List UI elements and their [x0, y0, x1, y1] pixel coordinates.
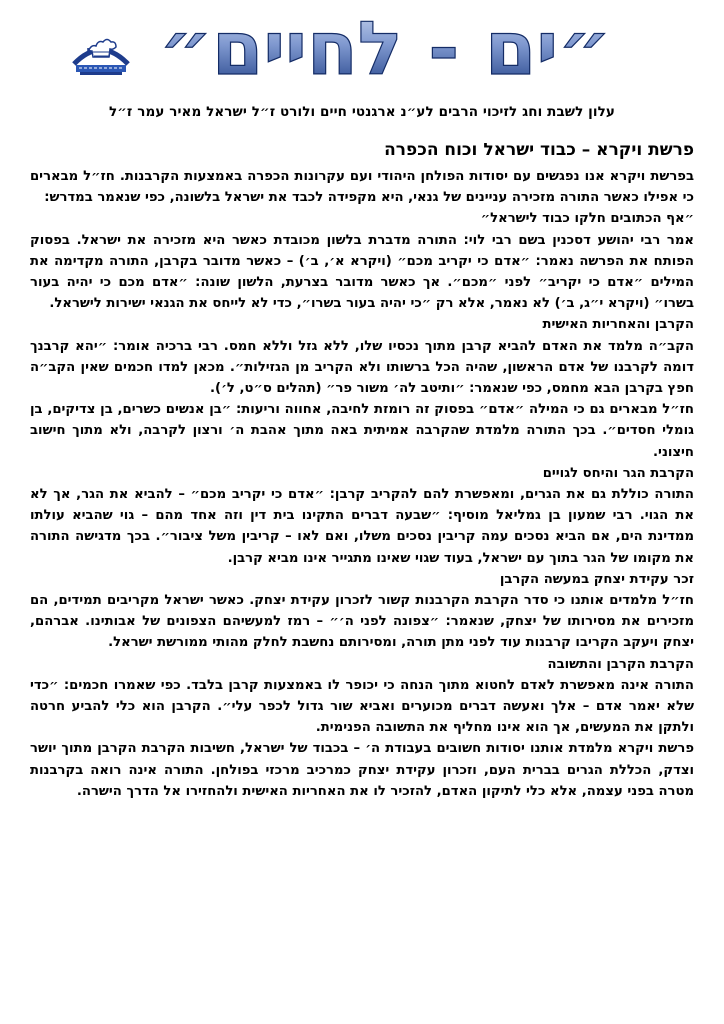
masthead	[0, 0, 724, 95]
paragraph: הקב״ה מלמד את האדם להביא קרבן מתוך נכסיו שלו, ללא גזל וללא חמס. רבי ברכיה אומר: ״יהא קרבנך דומה לקרבנו של אדם הראשון, שהיה הכל ברשותו ולא הקריב מן הגזילות״. מכאן למדו חכמים שאין הקב״ה חפץ בקרבן הבא מחמס, כפי שנאמר: ״ותיטב לה׳ משור פר״ (תהלים ס״ט, ל׳).	[30, 338, 694, 397]
paragraph: בפרשת ויקרא אנו נפגשים עם יסודות הפולחן היהודי ועם עקרונות הכפרה באמצעות הקרבנות. חז״ל מבארים כי אפילו כאשר התורה מזכירה עניינים של גנאי, היא מקפידה לכבד את ישראל בלשונה, כפי שנאמר במדרש:	[30, 169, 694, 206]
subheading: הקרבת הקרבן והתשובה	[547, 656, 694, 672]
subheading: זכר עקידת יצחק במעשה הקרבן	[499, 571, 694, 587]
shoreline-dome-icon	[66, 18, 136, 82]
subheading: הקרבת הגר והיחס לגויים	[542, 465, 694, 481]
article-heading: פרשת ויקרא – כבוד ישראל וכוח הכפרה	[384, 140, 694, 160]
masthead-subtitle: עלון לשבת וחג לזיכוי הרבים לע״נ ארגנטי חיים ולורט ז״ל ישראל מאיר עמר ז״ל	[108, 104, 616, 120]
subheading: ״אף הכתובים חלקו כבוד לישראל״	[480, 211, 694, 227]
paragraph: התורה אינה מאפשרת לאדם לחטוא מתוך הנחה כי יכופר לו באמצעות קרבן בלבד. כפי שאמרו חכמים: ״כדי שלא יאמר אדם – אלך ואעשה דברים מכוערים ואביא שור גדול לכפר עלי״. הקרבן הוא כלי להביע חרטה ולתקן את המעשים, אך הוא אינו מחליף את התשובה הפנימית.	[30, 677, 694, 736]
masthead-title	[150, 2, 620, 94]
paragraph: פרשת ויקרא מלמדת אותנו יסודות חשובים בעבודת ה׳ – בכבוד של ישראל, חשיבות הקרבת הקרבן מתוך יושר וצדק, הכללת הגרים בברית העם, וזכרון עקידת יצחק כמרכיב מרכזי בפולחן. התורה אינה רואה בקרבנות מטרה בפני עצמה, אלא כלי לתיקון האדם, להזכיר לו את האחריות האישית ולהחזירו אל הדרך הישרה.	[30, 741, 694, 799]
subheading: הקרבן והאחריות האישית	[542, 317, 694, 333]
paragraph: חז״ל מבארים גם כי המילה ״אדם״ בפסוק זה רומזת לחיבה, אחווה וריעות: ״בן אנשים כשרים, בן צדיקים, בן גומלי חסדים״. בכך התורה מלמדת שהקרבה אמיתית באה מתוך אהבת ה׳ ורצון לקרבה, ולא מתוך חישוב חיצוני.	[30, 402, 694, 460]
paragraph: התורה כוללת גם את הגרים, ומאפשרת להם להקריב קרבן: ״אדם כי יקריב מכם״ – להביא את הגר, אך לא את הגוי. רבי שמעון בן גמליאל מוסיף: ״שבעה דברים התקינו בית דין וזה אחד מהם – גוי שהביא עולתו ממדינת הים, אם הביא נסכים עמה קריבין נסכים משלו, ואם לאו – קריבין משל ציבור״. בכך מדגישה התורה את מקומו של הגר בתוך עם ישראל, בעוד שגוי שאינו מתגייר אינו מביא קרבן.	[30, 487, 694, 566]
article	[30, 140, 694, 802]
paragraph: חז״ל מלמדים אותנו כי סדר הקרבת הקרבנות קשור לזכרון עקידת יצחק. כאשר ישראל מקריבים תמידים, הם מזכירים את מסירותו של יצחק, שנאמר: ״צפונה לפני ה׳״ – רמז למעשיהם הצפונים של אבותינו. אברהם, יצחק ויעקב הקריבו קרבנות עוד לפני מתן תורה, ומסירותם נחשבת לחלק מהותי ממורשת ישראל.	[30, 593, 694, 651]
paragraph: אמר רבי יהושע דסכנין בשם רבי לוי: התורה מדברת בלשון מכובדת כאשר היא מזכירה את ישראל. בפסוק הפותח את הפרשה נאמר: ״אדם כי יקריב מכם״ (ויקרא א׳, ב׳) – כאשר מדובר בקרבן, התורה מקדימה את המילים ״אדם כי יקריב״ לפני ״מכם״. אך כאשר מדובר בצרעת, הלשון שונה: ״אדם מכם כי יהיה בעור בשרו״ (ויקרא י״ג, ב׳) לא נאמר, אלא רק ״כי יהיה בעור בשרו״, כדי לא לייחס את הגנאי ישירות לישראל.	[30, 232, 694, 312]
title-text: ״ים - לחיים״	[159, 6, 611, 92]
